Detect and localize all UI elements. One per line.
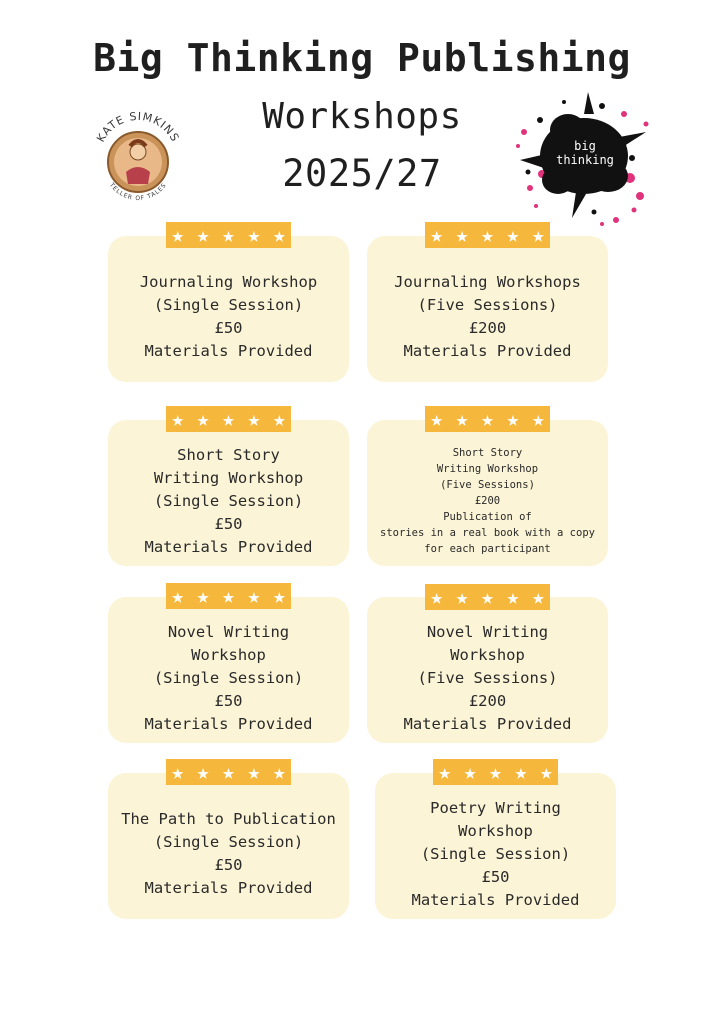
star-icon: ★ xyxy=(196,584,210,608)
workshop-card xyxy=(108,420,349,566)
card-line: Workshop xyxy=(450,645,525,664)
star-icon: ★ xyxy=(514,760,528,784)
big-thinking-logo xyxy=(506,84,656,234)
star-icon: ★ xyxy=(247,223,261,247)
star-icon: ★ xyxy=(531,585,545,609)
card-line: Poetry Writing xyxy=(430,798,561,817)
star-rating xyxy=(433,759,558,785)
card-line: Materials Provided xyxy=(411,890,580,909)
star-icon: ★ xyxy=(196,760,210,784)
card-line: Writing Workshop xyxy=(436,463,539,475)
page-year: 2025/27 xyxy=(282,152,442,195)
star-rating xyxy=(166,759,291,785)
card-line: Materials Provided xyxy=(403,342,572,360)
card-line: The Path to Publication xyxy=(121,810,336,828)
star-icon: ★ xyxy=(481,585,494,609)
star-icon: ★ xyxy=(222,223,235,247)
card-line: Materials Provided xyxy=(144,879,313,897)
card-line: Materials Provided xyxy=(144,342,313,360)
card-line: £50 xyxy=(214,856,243,874)
card-line: Novel Writing xyxy=(167,622,290,641)
star-icon: ★ xyxy=(438,760,452,784)
card-line: (Five Sessions) xyxy=(417,668,558,687)
star-icon: ★ xyxy=(196,223,210,247)
card-line: Novel Writing xyxy=(426,622,549,641)
star-icon: ★ xyxy=(481,407,494,431)
card-line: (Single Session) xyxy=(420,844,571,863)
card-line: Journaling Workshop xyxy=(139,273,318,291)
card-line: Short Story xyxy=(177,445,280,464)
card-line: (Five Sessions) xyxy=(417,296,558,314)
card-line: (Single Session) xyxy=(153,668,304,687)
card-line: Publication of xyxy=(443,511,532,523)
star-icon: ★ xyxy=(463,760,477,784)
star-icon: ★ xyxy=(430,407,444,431)
card-line: Workshop xyxy=(191,645,266,664)
star-icon: ★ xyxy=(222,584,235,608)
page-title: Big Thinking Publishing xyxy=(93,36,631,80)
logo-bottom-text: TELLER OF TALES xyxy=(107,181,169,203)
card-line: £50 xyxy=(214,319,243,337)
workshop-card xyxy=(367,597,608,743)
logo-word-thinking: thinking xyxy=(556,153,614,167)
logo-word-big: big xyxy=(574,139,596,153)
star-icon: ★ xyxy=(455,585,469,609)
card-line: £200 xyxy=(468,691,507,710)
star-icon: ★ xyxy=(272,760,286,784)
card-line: (Single Session) xyxy=(153,491,304,510)
star-icon: ★ xyxy=(171,407,185,431)
star-rating xyxy=(166,583,291,609)
star-icon: ★ xyxy=(171,760,185,784)
star-icon: ★ xyxy=(171,223,185,247)
star-icon: ★ xyxy=(531,407,545,431)
star-icon: ★ xyxy=(430,223,444,247)
card-line: (Single Session) xyxy=(153,833,304,851)
workshop-card xyxy=(108,597,349,743)
workshop-card xyxy=(367,420,608,566)
star-icon: ★ xyxy=(539,760,553,784)
star-icon: ★ xyxy=(531,223,545,247)
star-icon: ★ xyxy=(506,223,520,247)
star-icon: ★ xyxy=(196,407,210,431)
card-line: stories in a real book with a copy xyxy=(380,527,595,539)
star-rating xyxy=(166,222,291,248)
workshop-card xyxy=(108,236,349,382)
star-icon: ★ xyxy=(489,760,502,784)
star-rating xyxy=(425,584,550,610)
card-line: £200 xyxy=(474,495,501,507)
card-line: Writing Workshop xyxy=(153,468,304,487)
star-icon: ★ xyxy=(481,223,494,247)
workshop-card xyxy=(367,236,608,382)
star-icon: ★ xyxy=(247,407,261,431)
card-line: Materials Provided xyxy=(144,537,313,556)
star-icon: ★ xyxy=(222,760,235,784)
card-line: Journaling Workshops xyxy=(394,273,581,291)
star-icon: ★ xyxy=(247,584,261,608)
page-subtitle: Workshops xyxy=(262,96,462,137)
star-icon: ★ xyxy=(222,407,235,431)
star-rating xyxy=(166,406,291,432)
card-line: Materials Provided xyxy=(403,714,572,733)
card-line: (Five Sessions) xyxy=(440,479,535,491)
workshop-card xyxy=(375,773,616,919)
card-line: Materials Provided xyxy=(144,714,313,733)
card-line: (Single Session) xyxy=(153,296,304,314)
star-icon: ★ xyxy=(272,223,286,247)
star-icon: ★ xyxy=(272,584,286,608)
card-line: £50 xyxy=(214,691,243,710)
star-icon: ★ xyxy=(272,407,286,431)
workshop-card xyxy=(108,773,349,919)
kate-simkins-logo xyxy=(86,106,190,210)
star-icon: ★ xyxy=(455,223,469,247)
card-line: £50 xyxy=(214,514,243,533)
logo-top-text: KATE SIMKINS xyxy=(94,109,182,145)
star-icon: ★ xyxy=(171,584,185,608)
card-line: £50 xyxy=(481,867,510,886)
card-line: Workshop xyxy=(458,821,533,840)
star-icon: ★ xyxy=(247,760,261,784)
card-line: £200 xyxy=(468,319,507,337)
star-icon: ★ xyxy=(455,407,469,431)
star-rating xyxy=(425,406,550,432)
star-icon: ★ xyxy=(506,407,520,431)
star-icon: ★ xyxy=(430,585,444,609)
card-line: for each participant xyxy=(424,543,551,555)
card-line: Short Story xyxy=(452,447,523,459)
star-icon: ★ xyxy=(506,585,520,609)
star-rating xyxy=(425,222,550,248)
